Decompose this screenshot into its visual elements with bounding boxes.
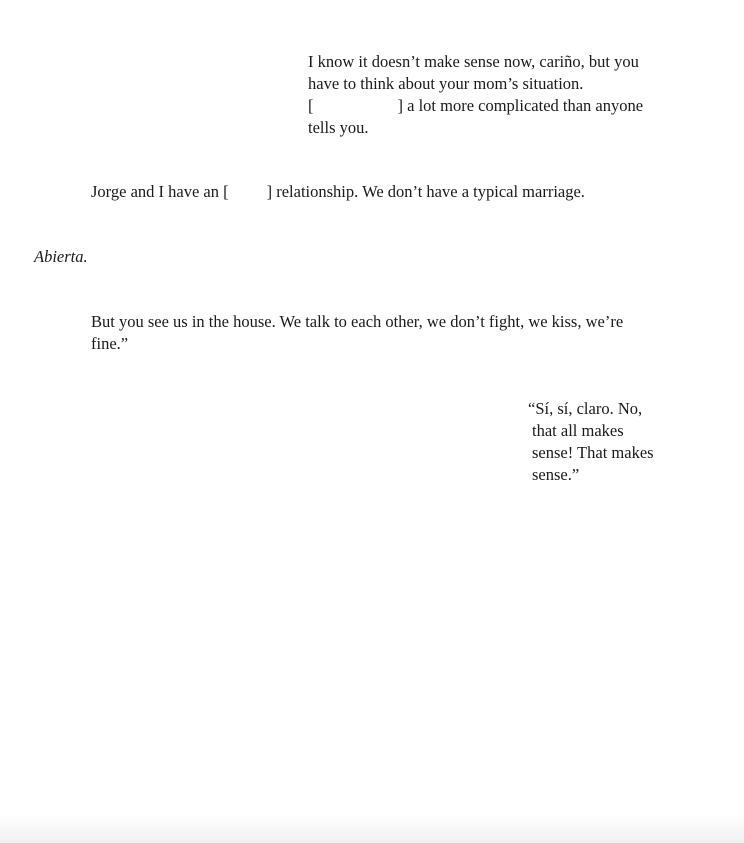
- text-line: sense! That makes: [532, 443, 654, 462]
- text-line: that all makes: [532, 421, 624, 440]
- bracket-open: [: [308, 96, 314, 115]
- text-line: But you see us in the house. We talk to each other, we don’t fight, we kiss, we’re: [91, 312, 624, 331]
- passage-relationship: [91, 181, 731, 203]
- text-line: ] a lot more complicated than anyone: [397, 96, 644, 115]
- passage-abierta: [34, 246, 88, 268]
- text-after-gap: ] relationship. We don’t have a typical marriage.: [266, 182, 585, 201]
- text-line: tells you.: [308, 118, 369, 137]
- text-before-gap: Jorge and I have an [: [91, 182, 229, 201]
- text-line: “Sí, sí, claro. No,: [528, 399, 643, 418]
- passage-mom-situation: [308, 51, 688, 139]
- italic-word: Abierta.: [34, 247, 88, 266]
- text-line: fine.”: [91, 334, 129, 353]
- passage-reply: [528, 398, 688, 486]
- page-bottom-shade: [0, 813, 744, 843]
- text-line: I know it doesn’t make sense now, cariño, but you: [308, 52, 639, 71]
- text-line: sense.”: [532, 465, 580, 484]
- passage-house: [91, 311, 691, 355]
- text-line: have to think about your mom’s situation.: [308, 74, 584, 93]
